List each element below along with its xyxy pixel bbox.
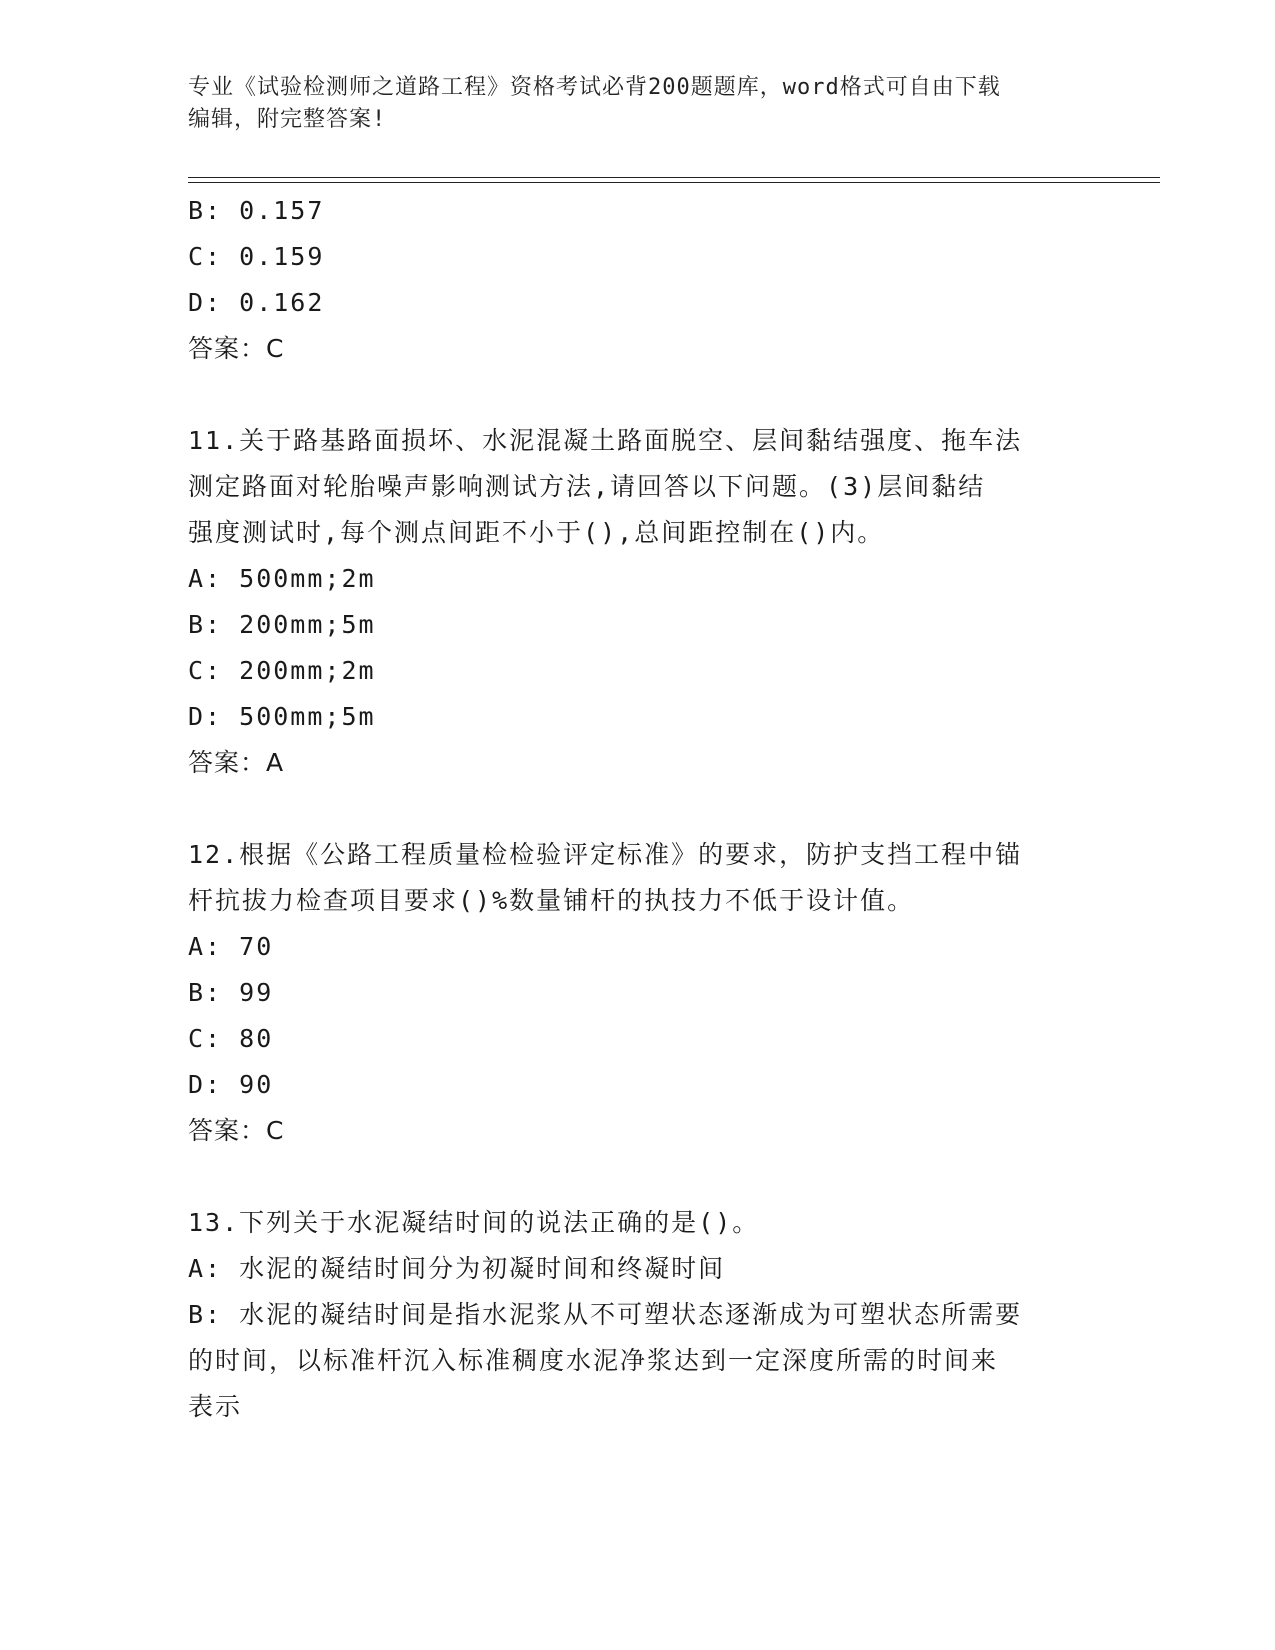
option-line: 表示 [188, 1392, 243, 1421]
question-text-line: 12.根据《公路工程质量检检验评定标准》的要求，防护支挡工程中锚 [188, 840, 1023, 869]
question-text-line: 11.关于路基路面损坏、水泥混凝土路面脱空、层间黏结强度、拖车法 [188, 426, 1023, 455]
answer-line: 答案：C [188, 1116, 285, 1145]
option-line: D: 500mm;5m [188, 702, 376, 731]
header-divider-bottom [188, 182, 1160, 183]
paragraph-gap [188, 786, 1088, 832]
header-line-1: 专业《试验检测师之道路工程》资格考试必背200题题库，word格式可自由下载 [188, 75, 1001, 100]
option-line: B: 0.157 [188, 196, 325, 225]
question-text-line: 杆抗拔力检查项目要求()%数量铺杆的执技力不低于设计值。 [188, 886, 915, 915]
option-line: A: 500mm;2m [188, 564, 376, 593]
option-line: 的时间，以标准杆沉入标准稠度水泥净浆达到一定深度所需的时间来 [188, 1346, 999, 1375]
option-line: D: 90 [188, 1070, 274, 1099]
header-line-2: 编辑，附完整答案! [188, 107, 387, 132]
question-text-line: 测定路面对轮胎噪声影响测试方法,请回答以下问题。(3)层间黏结 [188, 472, 986, 501]
header-divider-top [188, 177, 1160, 178]
option-line: C: 80 [188, 1024, 274, 1053]
option-line: A: 水泥的凝结时间分为初凝时间和终凝时间 [188, 1254, 726, 1283]
answer-line: 答案：C [188, 334, 285, 363]
answer-line: 答案：A [188, 748, 285, 777]
option-line: C: 0.159 [188, 242, 325, 271]
option-line: B: 200mm;5m [188, 610, 376, 639]
option-line: B: 水泥的凝结时间是指水泥浆从不可塑状态逐渐成为可塑状态所需要 [188, 1300, 1023, 1329]
paragraph-gap [188, 1154, 1088, 1200]
question-text-line: 强度测试时,每个测点间距不小于(),总间距控制在()内。 [188, 518, 885, 547]
option-line: C: 200mm;2m [188, 656, 376, 685]
document-header [188, 72, 1088, 136]
option-line: D: 0.162 [188, 288, 325, 317]
option-line: A: 70 [188, 932, 274, 961]
paragraph-gap [188, 372, 1088, 418]
document-body [188, 188, 1088, 1430]
question-text-line: 13.下列关于水泥凝结时间的说法正确的是()。 [188, 1208, 760, 1237]
option-line: B: 99 [188, 978, 274, 1007]
